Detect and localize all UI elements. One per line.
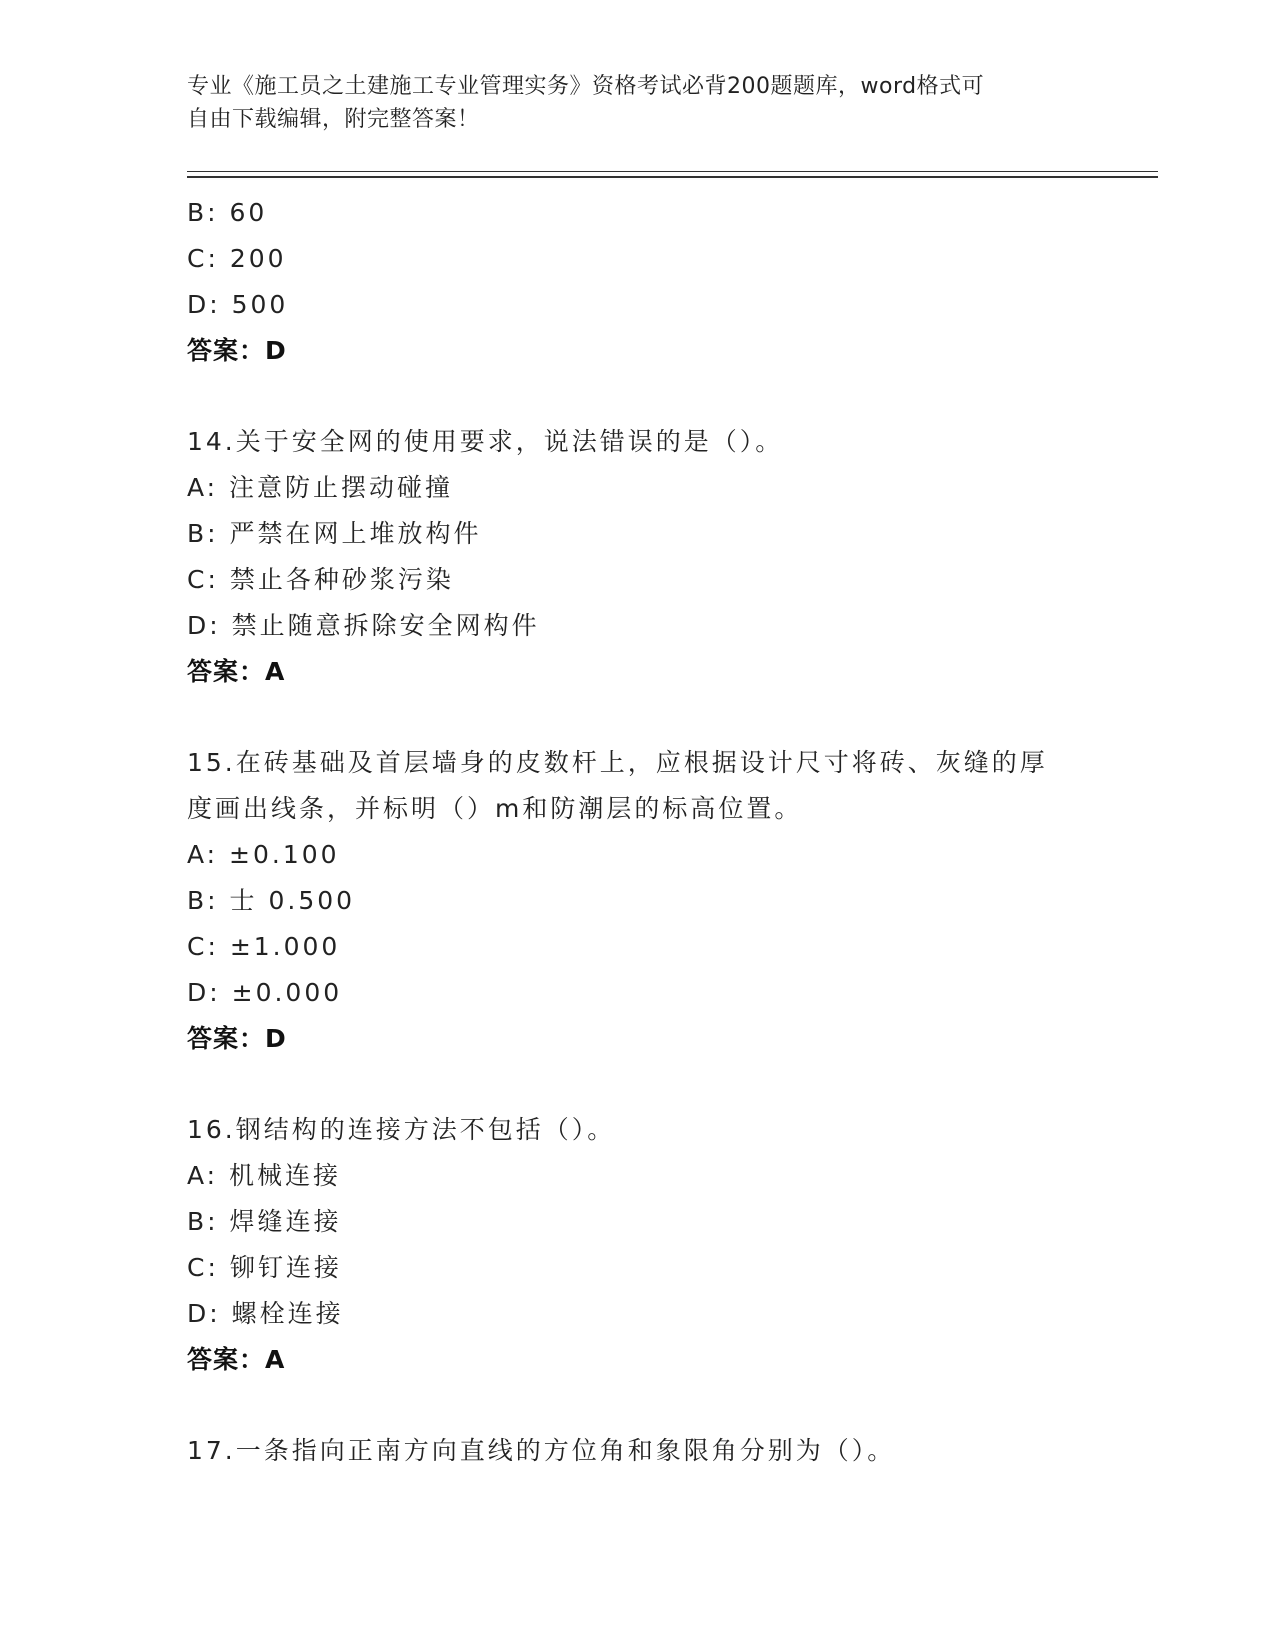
spacer [187, 1383, 1087, 1428]
spacer [187, 374, 1087, 419]
option-a: A: ±0.100 [187, 840, 340, 869]
document-body [187, 190, 1087, 1474]
option-c: C: 200 [187, 244, 287, 273]
spacer [187, 1062, 1087, 1107]
option-b: B: 士 0.500 [187, 886, 356, 915]
header-title-line-2: 自由下载编辑，附完整答案！ [187, 107, 480, 132]
question-14 [187, 419, 1087, 695]
answer-label: 答案：A [187, 1345, 286, 1374]
question-13-tail [187, 190, 1087, 374]
option-d: D: 500 [187, 290, 289, 319]
question-text: 16.钢结构的连接方法不包括（）。 [187, 1115, 616, 1144]
option-c: C: 禁止各种砂浆污染 [187, 565, 454, 594]
question-15 [187, 740, 1087, 1062]
option-d: D: ±0.000 [187, 978, 343, 1007]
question-text: 14.关于安全网的使用要求，说法错误的是（）。 [187, 427, 784, 456]
option-a: A: 机械连接 [187, 1161, 342, 1190]
question-17 [187, 1428, 1087, 1474]
answer-label: 答案：D [187, 1024, 287, 1053]
question-text-line-1: 15.在砖基础及首层墙身的皮数杆上，应根据设计尺寸将砖、灰缝的厚 [187, 748, 1048, 777]
header-rule-bottom [187, 176, 1158, 178]
option-c: C: ±1.000 [187, 932, 341, 961]
question-text: 17.一条指向正南方向直线的方位角和象限角分别为（）。 [187, 1436, 896, 1465]
option-b: B: 焊缝连接 [187, 1207, 342, 1236]
header-rule-top [187, 171, 1158, 172]
question-text-line-2: 度画出线条，并标明（）m和防潮层的标高位置。 [187, 794, 803, 823]
document-header [187, 70, 1067, 136]
header-title-line-1: 专业《施工员之土建施工专业管理实务》资格考试必背200题题库，word格式可 [187, 74, 985, 99]
option-d: D: 螺栓连接 [187, 1299, 344, 1328]
option-b: B: 60 [187, 198, 268, 227]
answer-label: 答案：A [187, 657, 286, 686]
option-a: A: 注意防止摆动碰撞 [187, 473, 454, 502]
spacer [187, 695, 1087, 740]
answer-label: 答案：D [187, 336, 287, 365]
option-b: B: 严禁在网上堆放构件 [187, 519, 482, 548]
question-16 [187, 1107, 1087, 1383]
option-d: D: 禁止随意拆除安全网构件 [187, 611, 540, 640]
option-c: C: 铆钉连接 [187, 1253, 342, 1282]
